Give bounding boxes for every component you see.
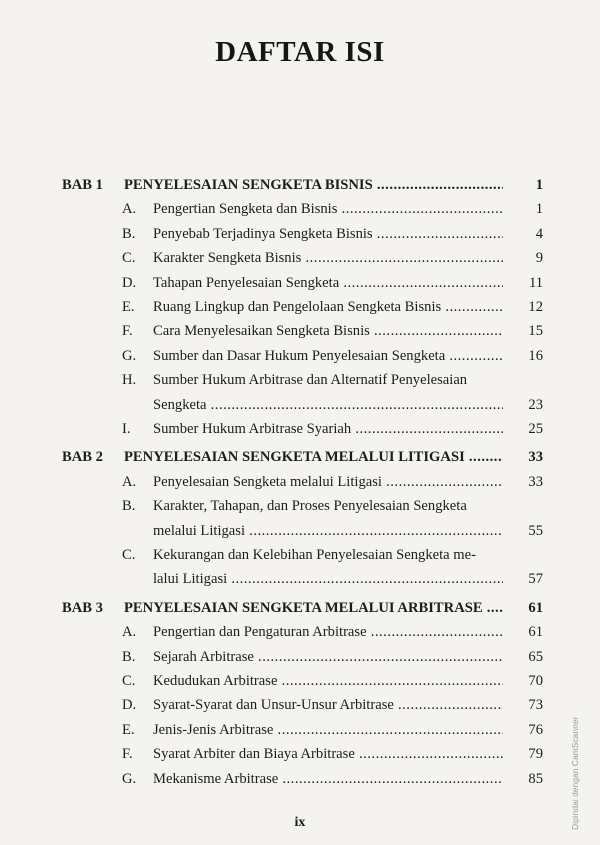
entry-title-text: lalui Litigasi ..... <box>153 571 503 587</box>
entry-title <box>153 672 503 690</box>
chapter-page-number: 1 <box>535 177 543 193</box>
chapter-page-number: 33 <box>528 449 543 466</box>
entry-page-number: 61 <box>528 624 543 641</box>
entry-letter: C. <box>122 673 136 689</box>
entry-title-text: Karakter Sengketa Bisnis ..... <box>153 250 503 266</box>
chapter-title <box>124 448 503 466</box>
entry-title-text: Sengketa ..... <box>153 397 503 413</box>
toc-entry <box>62 497 549 546</box>
entry-title-text: Penyelesaian Sengketa melalui Litigasi ..... <box>153 474 503 490</box>
entry-title <box>153 721 503 739</box>
entry-title <box>153 200 503 218</box>
page-title: DAFTAR ISI <box>215 36 385 68</box>
entry-page-number: 73 <box>528 697 543 714</box>
entry-title-text: Tahapan Penyelesaian Sengketa ..... <box>153 275 503 291</box>
entry-title <box>153 396 503 414</box>
entry-letter: G. <box>122 347 137 364</box>
toc-entry <box>62 347 549 371</box>
entry-title <box>153 546 503 564</box>
toc-entry <box>62 249 549 273</box>
entry-title <box>153 420 503 438</box>
toc-entry <box>62 648 549 672</box>
entry-title-text: Ruang Lingkup dan Pengelolaan Sengketa Bisnis ..... <box>153 299 503 315</box>
entry-letter: I. <box>122 421 131 437</box>
entry-title <box>153 322 503 340</box>
entry-page-number: 12 <box>528 299 543 315</box>
toc-entry <box>62 274 549 298</box>
entry-title <box>153 225 503 243</box>
entry-page-number: 76 <box>528 721 543 738</box>
entry-letter: A. <box>122 473 137 490</box>
entry-title-text: Penyebab Terjadinya Sengketa Bisnis ..... <box>153 226 503 242</box>
entry-page-number: 11 <box>528 274 543 291</box>
scanner-watermark: Dipindai dengan CamScanner <box>570 716 580 830</box>
toc-entry <box>62 200 549 224</box>
toc-entry <box>62 546 549 595</box>
entry-title <box>153 696 503 714</box>
entry-title <box>153 347 503 365</box>
entry-letter: A. <box>122 624 137 641</box>
entry-page-number: 15 <box>528 323 543 340</box>
chapter-title-text: PENYELESAIAN SENGKETA BISNIS ..... <box>124 177 503 193</box>
entry-letter: E. <box>122 299 135 315</box>
chapter-title-text: PENYELESAIAN SENGKETA MELALUI LITIGASI ..... <box>124 449 503 465</box>
entry-page-number: 4 <box>535 225 543 242</box>
toc-entry <box>62 721 549 745</box>
entry-title <box>153 298 503 316</box>
entry-page-number: 65 <box>528 648 543 665</box>
entry-title-text: Kedudukan Arbitrase ..... <box>153 673 503 689</box>
chapter-title-text: PENYELESAIAN SENGKETA MELALUI ARBITRASE ..... <box>124 600 503 616</box>
chapter-row <box>62 176 549 194</box>
entry-title-text: Sumber dan Dasar Hukum Penyelesaian Sengketa ..... <box>153 348 503 364</box>
entry-title-text: Pengertian Sengketa dan Bisnis ..... <box>153 201 503 217</box>
entry-title <box>153 473 503 491</box>
toc-entry <box>62 770 549 794</box>
entry-title-text: Cara Menyelesaikan Sengketa Bisnis ..... <box>153 323 503 339</box>
entry-letter: B. <box>122 648 136 665</box>
entry-letter: A. <box>122 201 137 218</box>
entry-page-number: 85 <box>528 770 543 787</box>
entry-letter: G. <box>122 770 137 787</box>
toc-entry <box>62 672 549 696</box>
entry-page-number: 9 <box>535 250 543 267</box>
entry-page-number: 25 <box>528 421 543 437</box>
entry-title-text: Syarat-Syarat dan Unsur-Unsur Arbitrase ..... <box>153 697 503 713</box>
toc-entry <box>62 420 549 444</box>
entry-title-text: Sumber Hukum Arbitrase Syariah ..... <box>153 421 503 437</box>
chapter-page-number: 61 <box>528 599 543 616</box>
entry-page-number: 23 <box>528 396 543 413</box>
entry-letter: D. <box>122 274 137 291</box>
toc-entry <box>62 696 549 720</box>
entry-title <box>153 745 503 763</box>
entry-letter: E. <box>122 721 135 738</box>
entry-title-text: Pengertian dan Pengaturan Arbitrase ..... <box>153 624 503 640</box>
entry-page-number: 1 <box>535 201 543 218</box>
entry-title <box>153 497 503 515</box>
toc-entry <box>62 473 549 497</box>
toc-entry <box>62 745 549 769</box>
entry-title-text: melalui Litigasi ..... <box>153 523 503 539</box>
chapter-row <box>62 448 549 466</box>
entry-letter: D. <box>122 697 137 714</box>
entry-title-text: Jenis-Jenis Arbitrase ..... <box>153 722 503 738</box>
entry-title <box>153 371 503 389</box>
entry-title-text: Sejarah Arbitrase ..... <box>153 649 503 665</box>
chapter-row <box>62 599 549 617</box>
chapter-number: BAB 3 <box>62 599 103 616</box>
entry-title <box>153 770 503 788</box>
chapter-number: BAB 2 <box>62 449 103 466</box>
entry-page-number: 55 <box>528 522 543 539</box>
entry-title <box>153 623 503 641</box>
toc-entry <box>62 322 549 346</box>
entry-title-text: Mekanisme Arbitrase ..... <box>153 771 503 787</box>
entry-title-text: Karakter, Tahapan, dan Proses Penyelesaian Sengketa <box>153 498 467 515</box>
entry-page-number: 33 <box>528 473 543 490</box>
entry-letter: B. <box>122 498 136 515</box>
entry-page-number: 70 <box>528 673 543 689</box>
toc-entry <box>62 371 549 420</box>
entry-title <box>153 648 503 666</box>
entry-title <box>153 522 503 540</box>
entry-page-number: 79 <box>528 746 543 763</box>
entry-title <box>153 249 503 267</box>
entry-title-text: Kekurangan dan Kelebihan Penyelesaian Sengketa me- <box>153 547 476 563</box>
entry-title <box>153 274 503 292</box>
chapter-number: BAB 1 <box>62 177 103 193</box>
page-number: ix <box>294 815 306 830</box>
toc-entry <box>62 298 549 322</box>
entry-title-text: Sumber Hukum Arbitrase dan Alternatif Penyelesaian <box>153 372 468 389</box>
entry-title-text: Syarat Arbiter dan Biaya Arbitrase ..... <box>153 746 503 762</box>
entry-title <box>153 570 503 588</box>
chapter-title <box>124 176 503 194</box>
entry-letter: H. <box>122 372 137 389</box>
entry-letter: C. <box>122 250 136 267</box>
entry-letter: F. <box>122 746 133 763</box>
entry-page-number: 16 <box>528 347 543 364</box>
entry-letter: B. <box>122 225 136 242</box>
chapter-title <box>124 599 503 617</box>
toc-entry <box>62 623 549 647</box>
entry-letter: C. <box>122 547 136 563</box>
entry-letter: F. <box>122 323 133 340</box>
entry-page-number: 57 <box>528 571 543 588</box>
toc-entry <box>62 225 549 249</box>
